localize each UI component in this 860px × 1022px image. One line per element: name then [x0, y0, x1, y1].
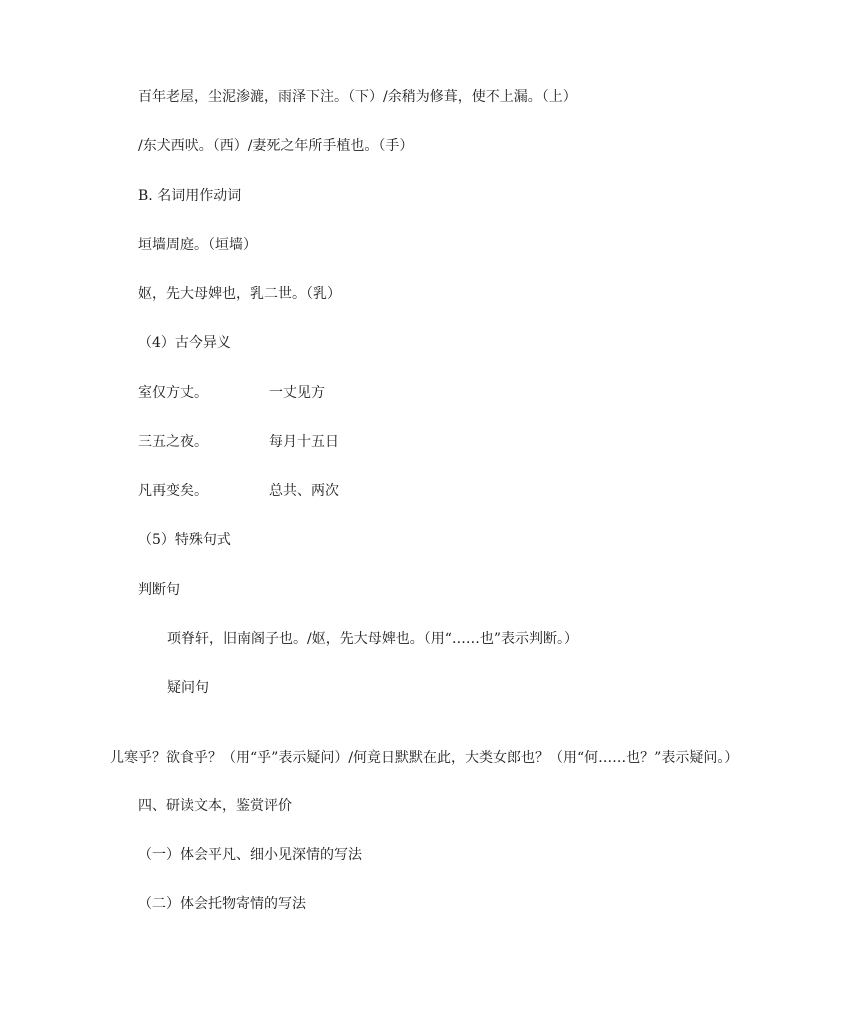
- section-heading-5: （5）特殊句式: [138, 532, 231, 548]
- text-line-1: 百年老屋，尘泥渗漉，雨泽下注。（下）/余稍为修葺，使不上漏。（上）: [138, 89, 577, 105]
- subheading-question: 疑问句: [167, 680, 209, 696]
- term-3: 凡再变矣。: [138, 483, 208, 499]
- subsection-heading-1: （一）体会平凡、细小见深情的写法: [138, 847, 362, 863]
- section-heading-four: 四、研读文本，鉴赏评价: [138, 798, 292, 814]
- term-2-meaning: 每月十五日: [269, 434, 339, 450]
- section-heading-4: （4）古今异义: [138, 335, 231, 351]
- text-paragraph-14: [110, 728, 760, 768]
- term-3-meaning: 总共、两次: [269, 483, 339, 499]
- subsection-heading-2: （二）体会托物寄情的写法: [138, 896, 306, 912]
- section-heading-b: B. 名词用作动词: [138, 188, 242, 204]
- term-1-meaning: 一丈见方: [269, 385, 325, 401]
- text-line-5: 妪，先大母婢也，乳二世。（乳）: [138, 286, 341, 302]
- term-2: 三五之夜。: [138, 434, 208, 450]
- text-line-12: 项脊轩，旧南阁子也。/妪，先大母婢也。（用“……也”表示判断。）: [167, 631, 579, 647]
- subheading-judgement: 判断句: [138, 582, 180, 598]
- text-line-4: 垣墙周庭。（垣墙）: [138, 237, 257, 253]
- term-1: 室仅方丈。: [138, 385, 208, 401]
- text-paragraph-14-text: 儿寒乎？欲食乎？（用“乎”表示疑问）/何竟日默默在此，大类女郎也？（用“何……也？”表示疑问。）: [110, 750, 739, 766]
- text-line-2: /东犬西吠。（西）/妻死之年所手植也。（手）: [138, 138, 414, 154]
